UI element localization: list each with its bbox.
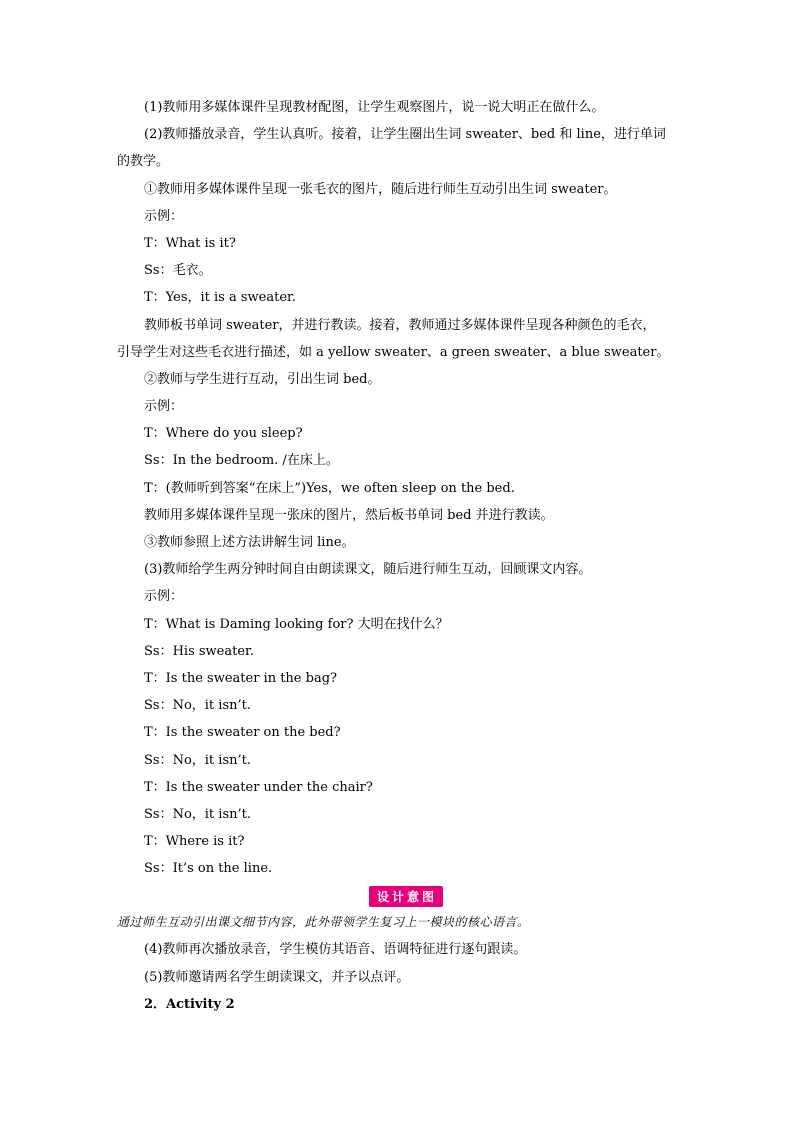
example-3-dialog-line: Ss：No，it isn’t. [144,698,251,714]
step-2-paragraph-line-1: (2)教师播放录音，学生认真听。接着，让学生圈出生词 sweater、bed 和 line，进行单词 [144,127,666,143]
step-3-paragraph: (3)教师给学生两分钟时间自由朗读课文，随后进行师生互动，回顾课文内容。 [144,562,592,578]
example-3-dialog-line: T：What is Daming looking for? 大明在找什么？ [144,616,449,632]
example-1-dialog-line: T：What is it? [144,235,236,251]
sweater-teaching-paragraph-line-1: 教师板书单词 sweater，并进行教读。接着，教师通过多媒体课件呈现各种颜色的毛衣， [144,317,656,333]
sweater-teaching-paragraph-line-2: 引导学生对这些毛衣进行描述，如 a yellow sweater、a green sweater、a blue sweater。 [117,344,670,360]
design-intent-note: 通过师生互动引出课文细节内容，此外带领学生复习上一模块的核心语言。 [117,915,530,930]
example-2-label: 示例： [144,399,184,415]
example-3-dialog-line: T：Where is it? [144,834,245,850]
bed-teaching-paragraph: 教师用多媒体课件呈现一张床的图片，然后板书单词 bed 并进行教读。 [144,507,554,523]
example-3-dialog-line: T：Is the sweater in the bag? [144,670,337,686]
example-1-dialog-line: T：Yes，it is a sweater. [144,290,296,306]
example-1-dialog-line: Ss：毛衣。 [144,263,212,279]
example-3-dialog-line: Ss：His sweater. [144,643,254,659]
step-2-paragraph-line-2: 的教学。 [117,154,170,170]
substep-1-paragraph: ①教师用多媒体课件呈现一张毛衣的图片，随后进行师生互动引出生词 sweater。 [144,181,617,197]
design-intent-badge: 设计意图 [369,886,443,907]
example-3-dialog-line: T：Is the sweater under the chair? [144,779,373,795]
step-5-paragraph: (5)教师邀请两名学生朗读课文，并予以点评。 [144,969,410,985]
example-1-label: 示例： [144,208,184,224]
example-3-dialog-line: Ss：No，it isn’t. [144,752,251,768]
substep-2-paragraph: ②教师与学生进行互动，引出生词 bed。 [144,371,381,387]
example-3-dialog-line: Ss：No，it isn’t. [144,806,251,822]
design-intent-banner-row [117,882,677,909]
example-2-dialog-line: T：(教师听到答案“在床上”)Yes，we often sleep on the bed. [144,480,515,496]
step-4-paragraph: (4)教师再次播放录音，学生模仿其语音、语调特征进行逐句跟读。 [144,942,527,958]
example-3-label: 示例： [144,589,184,605]
example-3-dialog-line: T：Is the sweater on the bed? [144,725,341,741]
lesson-plan-body [117,94,677,1018]
substep-3-paragraph: ③教师参照上述方法讲解生词 line。 [144,535,355,550]
example-2-dialog-line: T：Where do you sleep? [144,426,303,442]
example-2-dialog-line: Ss：In the bedroom. /在床上。 [144,453,339,469]
step-1-paragraph: (1)教师用多媒体课件呈现教材配图，让学生观察图片，说一说大明正在做什么。 [144,100,605,115]
example-3-dialog-line: Ss：It’s on the line. [144,861,273,877]
section-heading-activity-2: 2．Activity 2 [144,996,235,1012]
